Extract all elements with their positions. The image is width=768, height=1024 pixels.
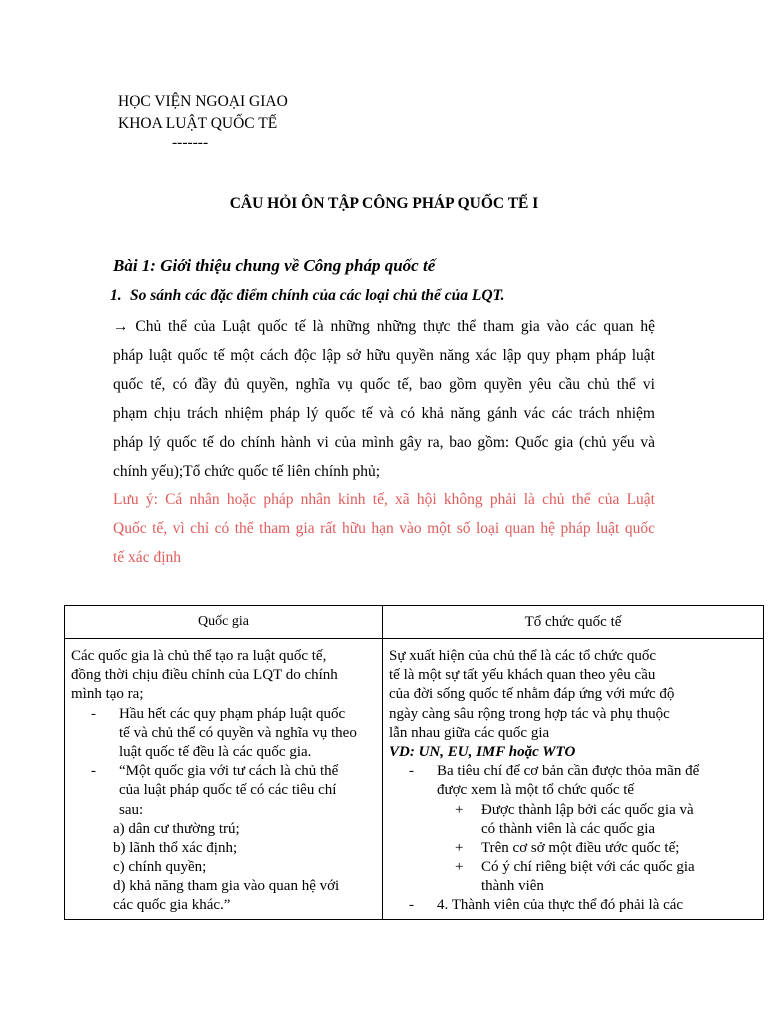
- paragraph-line: pháp luật quốc tế một cách độc lập sở hữu quyền năng xác lập quy phạm pháp luật: [113, 347, 655, 364]
- text-line: Các quốc gia là chủ thể tạo ra luật quốc tế,: [71, 648, 327, 664]
- paragraph-line: pháp lý quốc tế do chính hành vi của mình gây ra, bao gồm: Quốc gia (chủ yếu và: [113, 434, 655, 451]
- text-line: của đời sống quốc tế nhằm đáp ứng với mức độ: [389, 686, 675, 703]
- list-item-text: 4. Thành viên của thực thể đó phải là các: [437, 897, 684, 914]
- note-line: Quốc tế, vì chỉ có thể tham gia rất hữu hạn vào một số loại quan hệ pháp luật quốc: [113, 520, 655, 537]
- text-line: sau:: [119, 801, 144, 818]
- criteria-item: d) khả năng tham gia vào quan hệ với: [113, 878, 340, 895]
- list-item: [71, 762, 376, 781]
- header-divider: -------: [172, 134, 209, 151]
- cell-states: [65, 639, 383, 920]
- text-line: có thành viên là các quốc gia: [481, 820, 656, 837]
- note-paragraph: [113, 485, 655, 572]
- sub-list-item: [389, 839, 757, 858]
- list-item: [389, 762, 757, 781]
- question-number: 1.: [110, 287, 122, 304]
- dash-marker: -: [409, 897, 414, 914]
- lesson-heading: Bài 1: Giới thiệu chung về Công pháp quốc tế: [113, 256, 436, 275]
- sub-list-item-text: Trên cơ sở một điều ước quốc tế;: [481, 839, 680, 856]
- text-line: tế và chủ thể có quyền và nghĩa vụ theo: [119, 724, 357, 741]
- dash-marker: -: [91, 763, 96, 780]
- list-item-text: “Một quốc gia với tư cách là chủ thể: [119, 763, 339, 780]
- paragraph-line: chính yếu);Tổ chức quốc tế liên chính phủ;: [113, 463, 381, 480]
- header-international-organizations: Tổ chức quốc tế: [383, 606, 764, 639]
- criteria-item: a) dân cư thường trú;: [113, 820, 240, 837]
- text-line: tế là một sự tất yếu khách quan theo yêu cầu: [389, 667, 656, 684]
- sub-list-item-text: Có ý chí riêng biệt với các quốc gia: [481, 859, 695, 876]
- plus-marker: +: [455, 859, 464, 876]
- text-line: Sự xuất hiện của chủ thể là các tổ chức quốc: [389, 648, 656, 664]
- text-line: các quốc gia khác.”: [113, 897, 231, 914]
- plus-marker: +: [455, 839, 464, 856]
- criteria-item: b) lãnh thổ xác định;: [113, 839, 238, 856]
- list-item-text: Hầu hết các quy phạm pháp luật quốc: [119, 705, 346, 722]
- definition-paragraph: [113, 312, 655, 486]
- example-line: VD: UN, EU, IMF hoặc WTO: [389, 743, 576, 760]
- dash-marker: -: [409, 763, 414, 780]
- dash-marker: -: [91, 705, 96, 722]
- comparison-table: [64, 605, 764, 920]
- plus-marker: +: [455, 801, 464, 818]
- sub-list-item-text: Được thành lập bởi các quốc gia và: [481, 801, 694, 818]
- text-line: thành viên: [481, 878, 544, 895]
- text-line: của luật pháp quốc tế có các tiêu chí: [119, 782, 337, 799]
- note-line: tế xác định: [113, 549, 182, 566]
- paragraph-line: → Chủ thể của Luật quốc tế là những những thực thể tham gia vào các quan hệ: [113, 318, 655, 335]
- cell-international-organizations: [383, 639, 764, 920]
- text-line: mình tạo ra;: [71, 686, 144, 703]
- text-line: luật quốc tế đều là các quốc gia.: [119, 743, 312, 760]
- header-institution: HỌC VIỆN NGOẠI GIAO: [118, 93, 288, 110]
- header-faculty: KHOA LUẬT QUỐC TẾ: [118, 115, 278, 132]
- text-line: ngày càng sâu rộng trong hợp tác và phụ thuộc: [389, 705, 670, 722]
- question-1: [110, 287, 504, 305]
- paragraph-line: quốc tế, có đầy đủ quyền, nghĩa vụ quốc tế, bao gồm quyền yêu cầu chủ thể vi: [113, 376, 655, 393]
- list-item: [389, 896, 757, 915]
- text-line: được xem là một tổ chức quốc tế: [437, 782, 635, 799]
- note-line: Lưu ý: Cá nhân hoặc pháp nhân kinh tế, xã hội không phải là chủ thể của Luật: [113, 491, 655, 508]
- question-text: So sánh các đặc điểm chính của các loại chủ thể của LQT.: [130, 287, 505, 304]
- paragraph-line: phạm chịu trách nhiệm pháp lý quốc tế và có khả năng gánh vác các trách nhiệm: [113, 405, 655, 422]
- sub-list-item: [389, 801, 757, 820]
- criteria-item: c) chính quyền;: [113, 859, 207, 876]
- sub-list-item: [389, 858, 757, 877]
- text-line: đồng thời chịu điều chỉnh của LQT do chính: [71, 667, 338, 684]
- list-item: [71, 705, 376, 724]
- text-line: lẫn nhau giữa các quốc gia: [389, 724, 550, 741]
- table-row: [65, 639, 764, 920]
- document-title: CÂU HỎI ÔN TẬP CÔNG PHÁP QUỐC TẾ I: [229, 195, 539, 212]
- list-item-text: Ba tiêu chí để cơ bản cần được thỏa mãn để: [437, 763, 700, 780]
- table-header-row: [65, 606, 764, 639]
- header-states: Quốc gia: [65, 606, 383, 639]
